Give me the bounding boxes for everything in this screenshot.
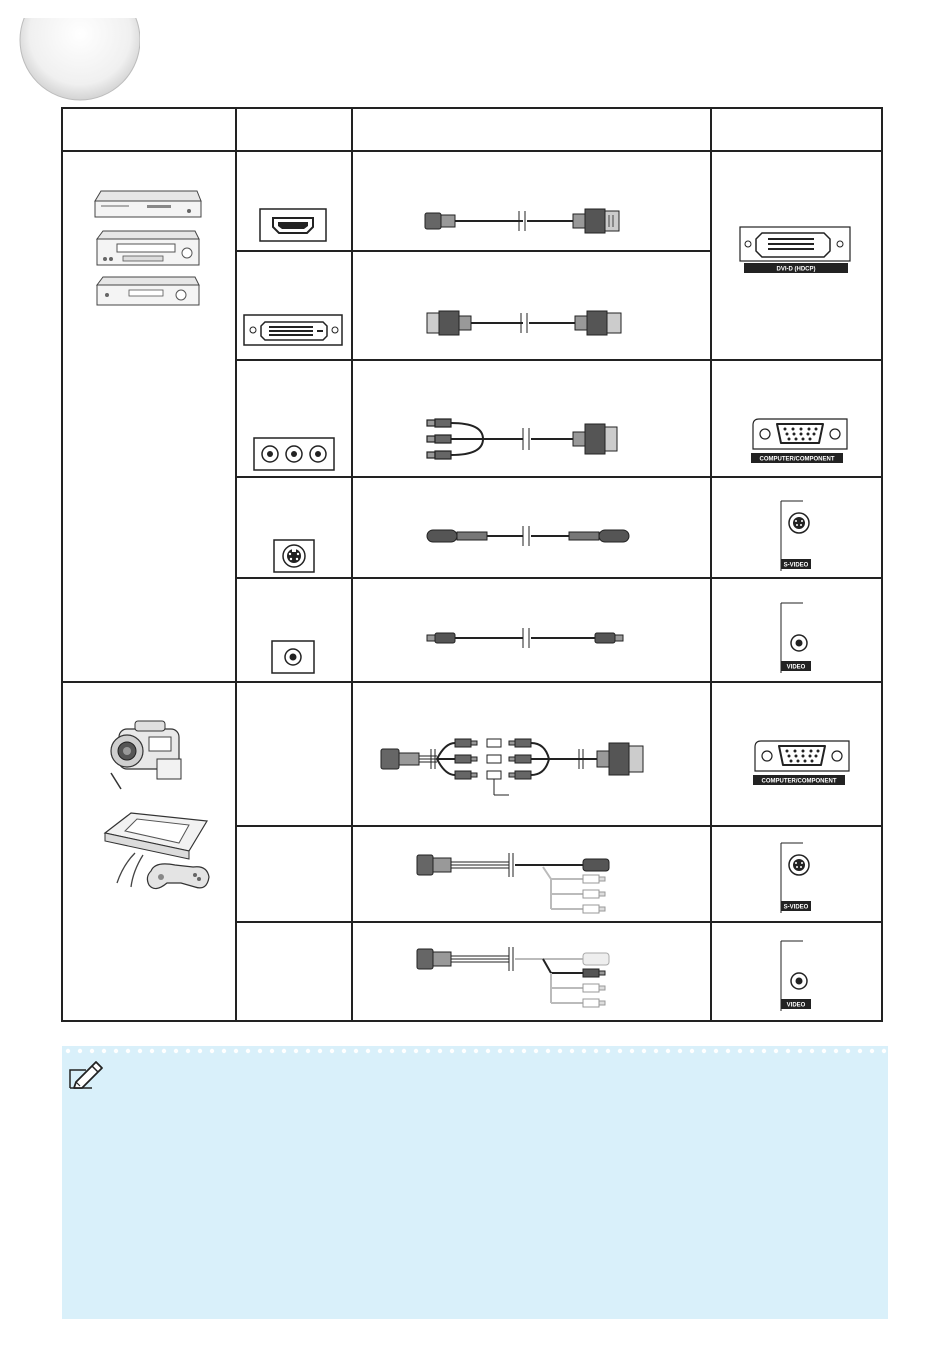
note-border-dot xyxy=(750,1049,754,1053)
note-border-dot xyxy=(78,1049,82,1053)
note-border-dot xyxy=(150,1049,154,1053)
note-border-dot xyxy=(690,1049,694,1053)
projector-computer-terminal-icon xyxy=(749,413,859,469)
note-border-dot xyxy=(426,1049,430,1053)
pencil-note-icon xyxy=(66,1058,106,1092)
note-border-dot xyxy=(822,1049,826,1053)
header-terminal xyxy=(236,109,352,151)
note-border-dot xyxy=(114,1049,118,1053)
component-terminal-icon xyxy=(253,437,335,471)
note-border-dot xyxy=(378,1049,382,1053)
note-border-dot xyxy=(366,1049,370,1053)
note-border-dot xyxy=(714,1049,718,1053)
note-border-dot xyxy=(834,1049,838,1053)
note-border-dot xyxy=(462,1049,466,1053)
note-border-dot xyxy=(762,1049,766,1053)
note-border-dot xyxy=(390,1049,394,1053)
component-to-dsub-cable-icon xyxy=(423,412,633,468)
column-divider xyxy=(235,109,237,1020)
note-border-dot xyxy=(246,1049,250,1053)
projector-video-terminal-icon-2 xyxy=(779,937,823,1015)
note-border-dot xyxy=(846,1049,850,1053)
note-border-dot xyxy=(222,1049,226,1053)
note-box xyxy=(62,1046,888,1319)
note-border-dot xyxy=(786,1049,790,1053)
dvi-to-dvi-cable-icon xyxy=(425,303,635,343)
column-divider xyxy=(710,109,712,1020)
note-border-dot xyxy=(534,1049,538,1053)
row-divider xyxy=(235,825,881,827)
note-border-dot xyxy=(270,1049,274,1053)
note-border-dot xyxy=(450,1049,454,1053)
row-divider xyxy=(63,150,881,152)
note-border-dot xyxy=(702,1049,706,1053)
dvi-port-label: DVI-D (HDCP) xyxy=(776,266,816,273)
svideo-terminal-icon xyxy=(273,539,315,573)
hdmi-terminal-icon xyxy=(259,208,327,242)
component-adaptor-cable-icon xyxy=(379,729,661,803)
note-border-dot xyxy=(198,1049,202,1053)
note-border-dot xyxy=(810,1049,814,1053)
video-port-label-2: VIDEO xyxy=(786,1002,806,1009)
note-border-dot xyxy=(726,1049,730,1053)
note-border-dot xyxy=(90,1049,94,1053)
video-cable-icon xyxy=(425,627,635,649)
note-border-dot xyxy=(474,1049,478,1053)
note-border-dot xyxy=(666,1049,670,1053)
note-border-dot xyxy=(654,1049,658,1053)
note-border-dot xyxy=(294,1049,298,1053)
note-border-dot xyxy=(558,1049,562,1053)
svideo-port-label-2: S-VIDEO xyxy=(783,904,809,911)
note-border-dot xyxy=(318,1049,322,1053)
note-border-dot xyxy=(414,1049,418,1053)
note-dotted-border xyxy=(62,1046,888,1056)
note-border-dot xyxy=(630,1049,634,1053)
note-border-dot xyxy=(234,1049,238,1053)
note-border-dot xyxy=(510,1049,514,1053)
svideo-av-cable-icon xyxy=(413,849,623,919)
note-border-dot xyxy=(594,1049,598,1053)
note-border-dot xyxy=(342,1049,346,1053)
header-cable xyxy=(352,109,711,151)
note-border-dot xyxy=(402,1049,406,1053)
note-border-dot xyxy=(546,1049,550,1053)
projector-svideo-terminal-icon-2 xyxy=(779,839,823,917)
note-border-dot xyxy=(126,1049,130,1053)
note-border-dot xyxy=(330,1049,334,1053)
note-border-dot xyxy=(522,1049,526,1053)
corner-decoration xyxy=(0,0,140,110)
note-border-dot xyxy=(258,1049,262,1053)
note-border-dot xyxy=(774,1049,778,1053)
projector-dvi-terminal-icon xyxy=(738,223,858,275)
video-port-label: VIDEO xyxy=(786,664,806,671)
video-terminal-icon xyxy=(271,640,315,674)
note-border-dot xyxy=(498,1049,502,1053)
row-divider xyxy=(235,921,881,923)
camcorder-game-console-icon xyxy=(95,715,215,900)
connection-table xyxy=(61,107,883,1022)
note-border-dot xyxy=(618,1049,622,1053)
row-divider xyxy=(235,359,881,361)
note-border-dot xyxy=(186,1049,190,1053)
dvi-terminal-icon xyxy=(243,314,343,346)
note-border-dot xyxy=(162,1049,166,1053)
note-border-dot xyxy=(66,1049,70,1053)
row-divider xyxy=(235,250,710,252)
note-border-dot xyxy=(606,1049,610,1053)
row-divider xyxy=(63,681,881,683)
video-equipment-icon xyxy=(89,189,205,319)
computer-port-label: COMPUTER/COMPONENT xyxy=(759,456,835,463)
note-border-dot xyxy=(798,1049,802,1053)
row-divider xyxy=(235,476,881,478)
projector-svideo-terminal-icon xyxy=(779,497,823,575)
note-border-dot xyxy=(882,1049,886,1053)
video-av-cable-icon xyxy=(413,943,623,1013)
computer-port-label-2: COMPUTER/COMPONENT xyxy=(761,778,837,785)
header-projector-terminal xyxy=(711,109,883,151)
note-border-dot xyxy=(870,1049,874,1053)
svideo-port-label: S-VIDEO xyxy=(783,562,809,569)
note-border-dot xyxy=(570,1049,574,1053)
note-border-dot xyxy=(306,1049,310,1053)
projector-video-terminal-icon xyxy=(779,599,823,677)
note-border-dot xyxy=(138,1049,142,1053)
note-border-dot xyxy=(438,1049,442,1053)
note-border-dot xyxy=(738,1049,742,1053)
note-border-dot xyxy=(282,1049,286,1053)
note-border-dot xyxy=(102,1049,106,1053)
note-border-dot xyxy=(174,1049,178,1053)
note-border-dot xyxy=(582,1049,586,1053)
note-border-dot xyxy=(354,1049,358,1053)
svideo-cable-icon xyxy=(425,524,635,548)
note-border-dot xyxy=(642,1049,646,1053)
note-border-dot xyxy=(210,1049,214,1053)
column-divider xyxy=(351,109,353,1020)
note-border-dot xyxy=(678,1049,682,1053)
note-border-dot xyxy=(858,1049,862,1053)
projector-computer-terminal-icon-2 xyxy=(751,735,861,791)
hdmi-to-dvi-cable-icon xyxy=(423,201,633,241)
row-divider xyxy=(235,577,881,579)
note-border-dot xyxy=(486,1049,490,1053)
header-equipment xyxy=(63,109,236,151)
